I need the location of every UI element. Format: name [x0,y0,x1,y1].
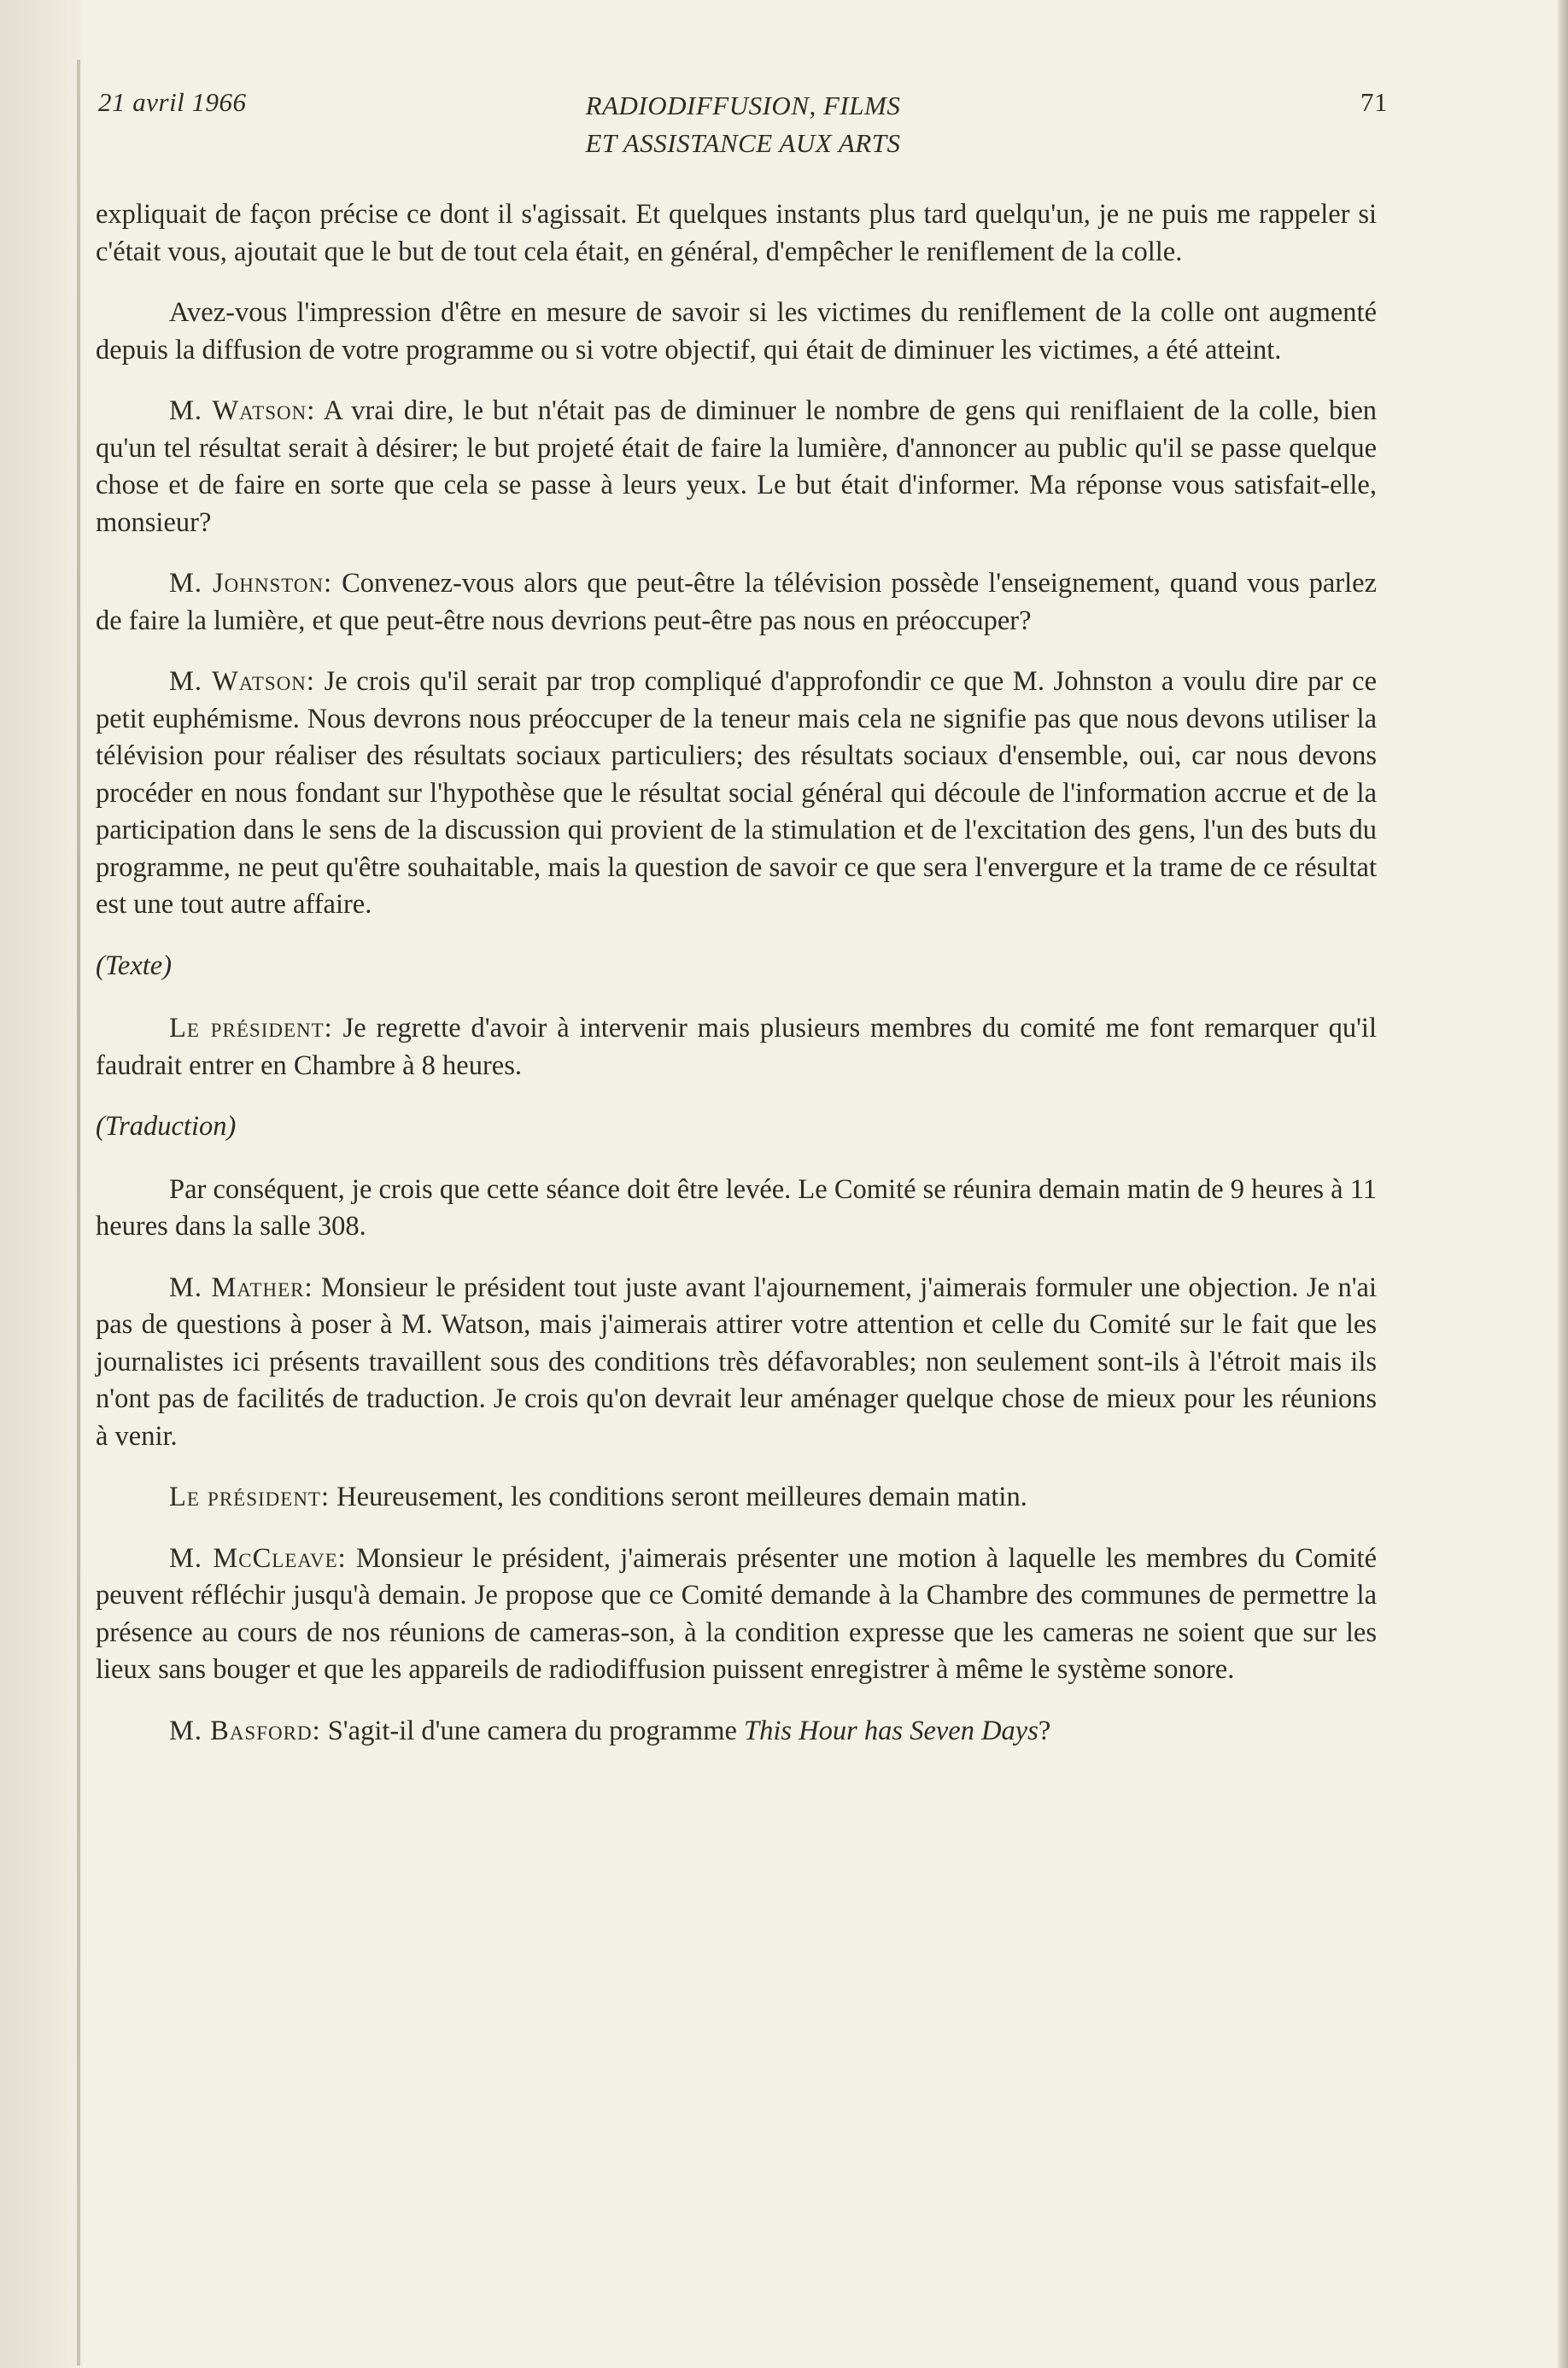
speech-text: S'agit-il d'une camera du programme [320,1715,745,1746]
program-title: This Hour has Seven Days [744,1715,1039,1746]
speaker-name: M. Watson: [169,395,316,426]
speech-text-end: ? [1038,1715,1051,1746]
speech-text: Monsieur le président, j'aimerais présenter une motion à laquelle les membres du Comité peuvent réfléchir jusqu'à demain. Je propose que ce Comité demande à la Chambre des communes de permettre la présence au cours de nos réunions de cameras-son, à la condition expresse que les cameras ne soient que sur les lieux sans bouger et que les appareils de radiodiffusion puissent enregistrer à même le système sonore. [96,1542,1377,1685]
speech-johnston [96,565,1377,640]
speech-text: Heureusement, les conditions seront meilleures demain matin. [330,1482,1027,1512]
speaker-name: M. Mather: [169,1272,313,1303]
binding-gutter [0,0,82,2368]
speech-watson [96,393,1377,541]
page-number: 71 [1360,87,1388,117]
speech-mccleave [96,1541,1377,1689]
speech-text: Monsieur le président tout juste avant l'ajournement, j'aimerais formuler une objection. Je n'ai pas de questions à poser à M. Watson, mais j'aimerais attirer votre attention et celle du Comité sur le fait que les journalistes ici présents travaillent sous des conditions très défavorables; non seulement sont-ils à l'étroit mais ils n'ont pas de facilités de traduction. Je crois qu'on devrait leur aménager quelque chose de mieux pour les réunions à venir. [96,1272,1378,1452]
running-header [98,87,1388,164]
speech-text: Je crois qu'il serait par trop compliqué d'approfondir ce que M. Johnston a voulu dire par ce petit euphémisme. Nous devrons nous préoccuper de la teneur mais cela ne signifie pas que nous devons utiliser la télévision pour réaliser des résultats sociaux particuliers; des résultats sociaux d'ensemble, oui, car nous devons procéder en nous fondant sur l'hypothèse que le résultat social général qui découle de l'information accrue et de la participation dans le sens de la discussion qui provient de la stimulation et de l'excitation des gens, l'un des buts du programme, ne peut qu'être souhaitable, mais la question de savoir ce que sera l'envergure et la trame de ce résultat est une tout autre affaire. [96,666,1377,920]
paragraph [96,295,1377,369]
speech-text: A vrai dire, le but n'était pas de diminuer le nombre de gens qui reniflaient de la colle, bien qu'un tel résultat serait à désirer; le but projeté était de faire la lumière, d'annoncer au public qu'il se passe quelque chose et de faire en sorte que cela se passe à leurs yeux. Le but était d'informer. Ma réponse vous satisfait-elle, monsieur? [96,395,1378,538]
paragraph-text: Par conséquent, je crois que cette séance doit être levée. Le Comité se réunira demain matin de 9 heures à 11 heures dans la salle 308. [96,1173,1377,1242]
speech-text: Convenez-vous alors que peut-être la télévision possède l'enseignement, quand vous parlez de faire la lumière, et que peut-être nous devrions peut-être pas nous en préoccuper? [96,568,1377,636]
paragraph [96,1172,1377,1246]
speech-watson [96,664,1377,924]
speech-president [96,1479,1377,1517]
header-title [98,87,1388,162]
speaker-name: M. McCleave: [169,1542,347,1574]
speech-basford [96,1713,1377,1751]
speaker-name: M. Johnston: [169,568,333,599]
paragraph [96,196,1377,271]
header-title-line1: RADIODIFFUSION, FILMS [585,91,901,120]
document-body [96,196,1377,1774]
speaker-name: M. Basford: [169,1715,321,1746]
speech-president [96,1010,1377,1085]
speaker-name: Le président: [169,1013,333,1044]
section-marker-texte: (Texte) [96,950,173,981]
speaker-name: Le président: [169,1482,331,1512]
speech-mather [96,1270,1377,1456]
section-marker-traduction: (Traduction) [96,1111,237,1142]
header-title-line2: ET ASSISTANCE AUX ARTS [585,128,901,158]
page-right-edge [1558,0,1568,2368]
header-date: 21 avril 1966 [98,87,247,117]
speaker-name: M. Watson: [169,666,315,697]
page-edge-shadow [77,60,80,2365]
speech-text: Je regrette d'avoir à intervenir mais plusieurs membres du comité me font remarquer qu'il faudrait entrer en Chambre à 8 heures. [96,1013,1377,1081]
paragraph-text: Avez-vous l'impression d'être en mesure de savoir si les victimes du reniflement de la colle ont augmenté depuis la diffusion de votre programme ou si votre objectif, qui était de diminuer les victimes, a été atteint. [96,297,1377,365]
paragraph-text: expliquait de façon précise ce dont il s'agissait. Et quelques instants plus tard quelqu'un, je ne puis me rappeler si c'était vous, ajoutait que le but de tout cela était, en général, d'empêcher le reniflement de la colle. [96,199,1377,267]
